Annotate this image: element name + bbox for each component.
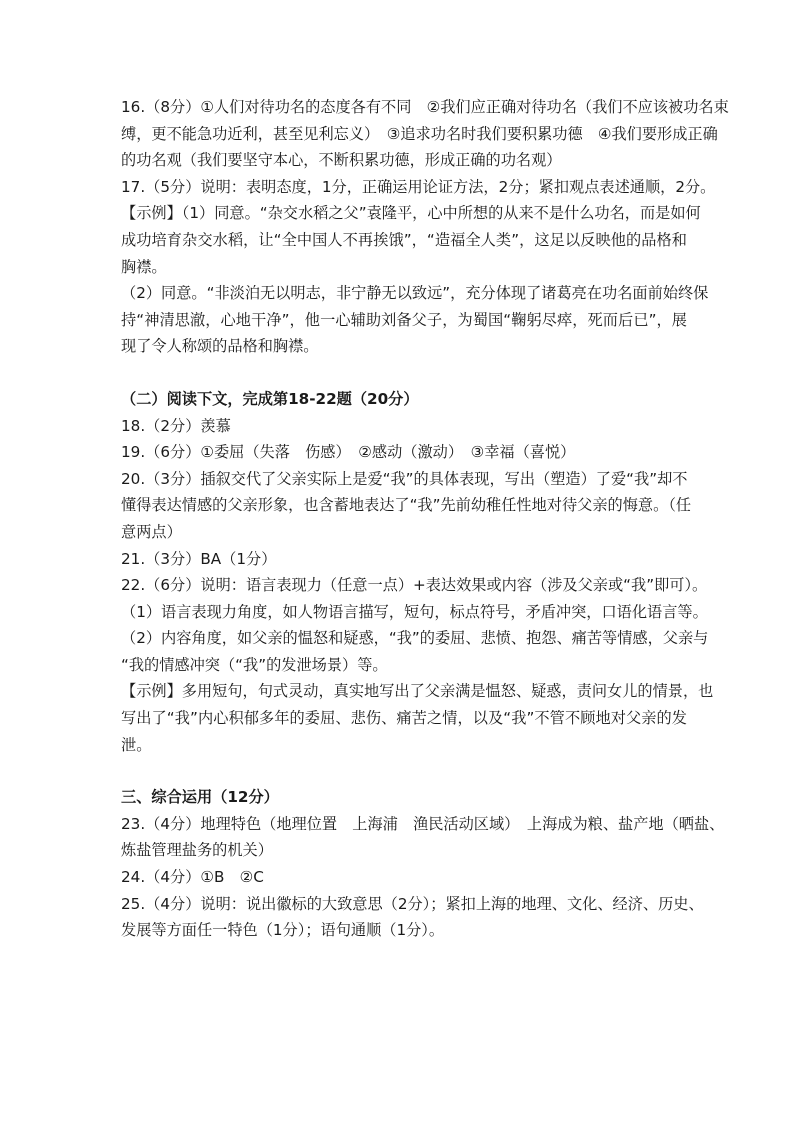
answer-25-line-1: 25.（4分）说明：说出徽标的大致意思（2分）；紧扣上海的地理、文化、经济、历史、: [121, 894, 704, 913]
answer-22-line-2: （1）语言表现力角度，如人物语言描写，短句，标点符号，矛盾冲突，口语化语言等。: [121, 602, 708, 621]
section-2-heading: （二）阅读下文，完成第18-22题（20分）: [121, 389, 419, 408]
answer-18: 18.（2分）羡慕: [121, 416, 231, 435]
answer-17-line-2: 【示例】（1）同意。“杂交水稻之父”袁隆平，心中所想的从来不是什么功名，而是如何: [121, 204, 701, 223]
answer-21: 21.（3分）BA（1分）: [121, 549, 277, 568]
answer-22-line-4: “我的情感冲突（“我”的发泄场景）等。: [121, 655, 388, 674]
answer-17-line-4: 胸襟。: [121, 257, 167, 276]
answer-19: 19.（6分）①委屈（失落 伤感） ②感动（激动） ③幸福（喜悦）: [121, 443, 576, 462]
answer-17: [121, 174, 716, 360]
section-3: [121, 784, 725, 944]
section-gap: [121, 360, 687, 386]
section-2: [121, 386, 714, 758]
answer-16: [121, 94, 729, 174]
answer-17-line-3: 成功培育杂交水稻，让“全中国人不再挨饿”，“造福全人类”，这足以反映他的品格和: [121, 230, 687, 249]
answer-20-line-2: 懂得表达情感的父亲形象，也含蓄地表达了“我”先前幼稚任性地对待父亲的悔意。（任: [121, 496, 692, 515]
answer-22-line-1: 22.（6分）说明：语言表现力（任意一点）+表达效果或内容（涉及父亲或“我”即可）。: [121, 576, 708, 595]
answer-20-line-1: 20.（3分）插叙交代了父亲实际上是爱“我”的具体表现，写出（塑造）了爱“我”却不: [121, 469, 688, 488]
answer-16-line-1: 16.（8分）①人们对待功名的态度各有不同 ②我们应正确对待功名（我们不应该被功名束: [121, 98, 729, 116]
answer-17-line-1: 17.（5分）说明：表明态度，1分，正确运用论证方法，2分；紧扣观点表述通顺，2分。: [121, 177, 716, 196]
answer-17-line-7: 现了令人称颂的品格和胸襟。: [121, 337, 319, 356]
answer-16-line-3: 的功名观（我们要坚守本心，不断积累功德，形成正确的功名观）: [121, 151, 562, 170]
answer-17-line-5: （2）同意。“非淡泊无以明志，非宁静无以致远”，充分体现了诸葛亮在功名面前始终保: [121, 284, 709, 303]
answer-25-line-2: 发展等方面任一特色（1分）；语句通顺（1分）。: [121, 921, 445, 940]
answer-22-line-7: 泄。: [121, 735, 152, 754]
answer-23-line-2: 炼盐管理盐务的机关）: [121, 841, 273, 860]
answer-17-line-6: 持“神清思澈，心地干净”，他一心辅助刘备父子，为蜀国“鞠躬尽瘁，死而后已”，展: [121, 310, 687, 329]
answer-22-line-3: （2）内容角度，如父亲的愠怒和疑惑，“我”的委屈、悲愤、抱怨、痛苦等情感，父亲与: [121, 629, 709, 648]
answer-20-line-3: 意两点）: [121, 522, 182, 541]
answer-24: 24.（4分）①B ②C: [121, 868, 264, 887]
answer-16-line-2: 缚，更不能急功近利，甚至见利忘义） ③追求功名时我们要积累功德 ④我们要形成正确: [121, 124, 718, 143]
answer-23-line-1: 23.（4分）地理特色（地理位置 上海浦 渔民活动区域） 上海成为粮、盐产地（晒盐、: [121, 814, 725, 833]
section-3-heading: 三、综合运用（12分）: [121, 788, 279, 807]
answer-key-page: [121, 94, 729, 944]
answer-22-line-5: 【示例】多用短句，句式灵动，真实地写出了父亲满是愠怒、疑惑，责问女儿的情景，也: [121, 682, 714, 701]
section-gap: [121, 758, 687, 784]
answer-22-line-6: 写出了“我”内心积郁多年的委屈、悲伤、痛苦之情，以及“我”不管不顾地对父亲的发: [121, 709, 687, 728]
